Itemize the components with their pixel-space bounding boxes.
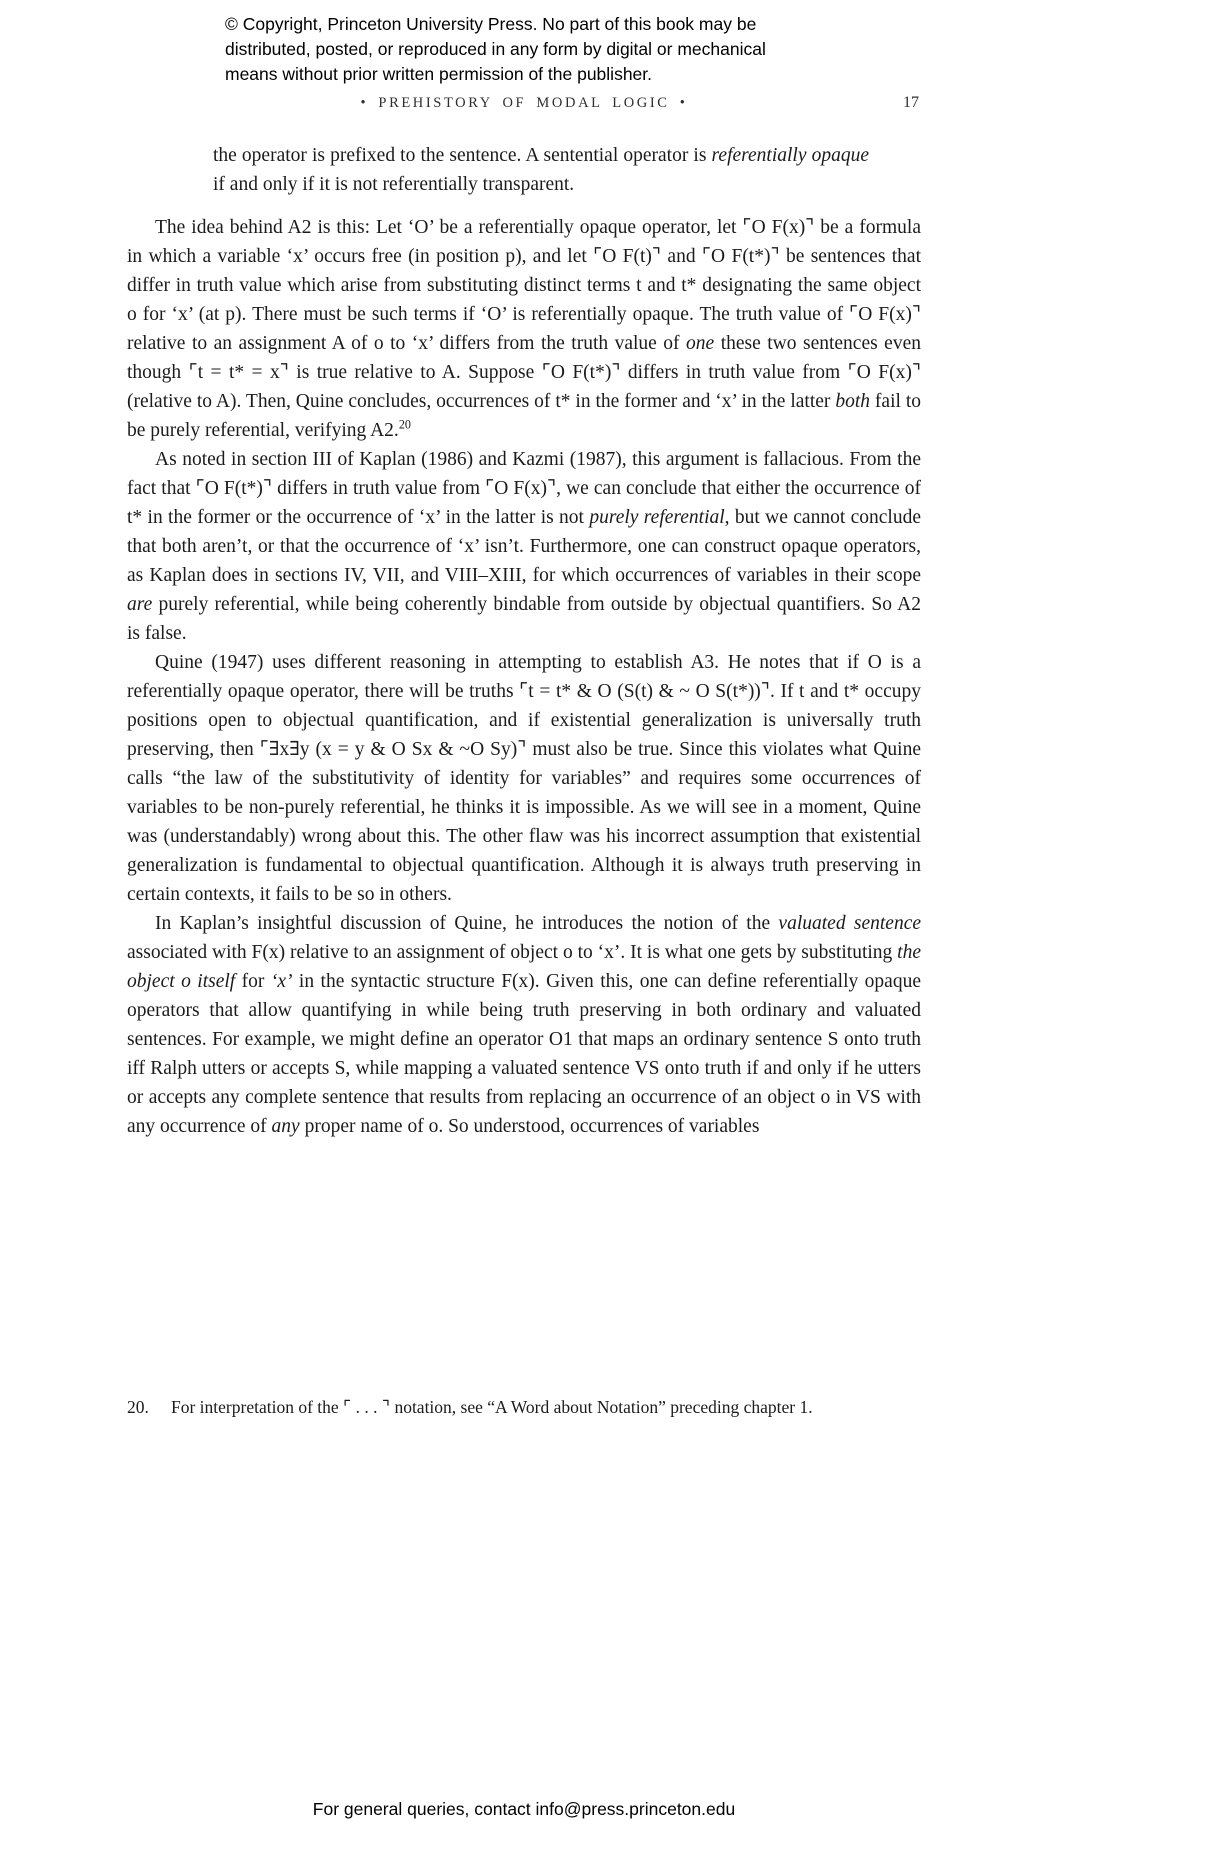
copyright-line: © Copyright, Princeton University Press. No part of this book may be	[225, 14, 757, 34]
text-run: ‘x’	[270, 971, 293, 992]
text-run: purely referential	[589, 507, 725, 528]
text-run: for	[235, 971, 271, 992]
paragraph	[127, 445, 921, 648]
running-header	[127, 95, 921, 112]
text-run: associated with F(x) relative to an assignment of object o to ‘x’. It is what one gets by substituting	[127, 942, 898, 963]
running-header-title: • PREHISTORY OF MODAL LOGIC •	[360, 95, 688, 111]
footnote-number: 20.	[127, 1397, 149, 1417]
text-run: both	[835, 391, 870, 412]
footnote	[127, 1394, 921, 1420]
text-run: the object o itself	[127, 942, 921, 992]
text-column	[127, 141, 921, 1141]
text-run: For interpretation of the ⌜ . . . ⌝ notation, see “A Word about Notation” preceding chapter 1.	[171, 1397, 813, 1417]
text-run: one	[686, 333, 715, 354]
paragraph	[127, 648, 921, 909]
footnote-text	[171, 1397, 813, 1417]
text-run: are	[127, 594, 153, 615]
paragraph	[127, 213, 921, 445]
text-run: As noted in section III of Kaplan (1986) and Kazmi (1987), this argument is fallacious. From the fact that ⌜O F(t*)⌝ differs in truth value from ⌜O F(x)⌝, we can conclude that either the occurrence of t* in the former or the occurrence of ‘x’ in the latter is not	[127, 449, 921, 528]
text-run: proper name of o. So understood, occurrences of variables	[299, 1116, 760, 1137]
extract-paragraph	[213, 141, 869, 199]
copyright-line: distributed, posted, or reproduced in any form by digital or mechanical	[225, 39, 766, 59]
text-run: valuated sentence	[778, 913, 922, 934]
text-run: fail to be purely referential, verifying A2.	[127, 391, 921, 441]
footer-queries: For general queries, contact info@press.princeton.edu	[312, 1799, 736, 1819]
text-run: , but we cannot conclude that both aren’t, or that the occurrence of ‘x’ isn’t. Furthermore, one can construct opaque operators, as Kaplan does in sections IV, VII, and VIII–XIII, for which occurrences of variables in their scope	[127, 507, 922, 586]
text-run: these two sentences even though ⌜t = t* = x⌝ is true relative to A. Suppose ⌜O F(t*)⌝ differs in truth value from ⌜O F(x)⌝ (relative to A). Then, Quine concludes, occurrences of t* in the former and ‘x’ in the latter	[127, 333, 921, 412]
page-number: 17	[903, 94, 919, 111]
footnote-reference: 20	[398, 417, 411, 432]
text-run: The idea behind A2 is this: Let ‘O’ be a referentially opaque operator, let ⌜O F(x)⌝ be a formula in which a variable ‘x’ occurs free (in position p), and let ⌜O F(t)⌝ and ⌜O F(t*)⌝ be sentences that differ in truth value which arise from substituting distinct terms t and t* designating the same object o for ‘x’ (at p). There must be such terms if ‘O’ is referentially opaque. The truth value of ⌜O F(x)⌝ relative to an assignment A of o to ‘x’ differs from the truth value of	[127, 217, 921, 354]
copyright-notice	[225, 12, 766, 87]
text-run: if and only if it is not referentially transparent.	[213, 174, 575, 195]
text-run: In Kaplan’s insightful discussion of Quine, he introduces the notion of the	[155, 913, 779, 934]
body-paragraphs	[127, 213, 921, 1141]
text-run: purely referential, while being coherently bindable from outside by objectual quantifiers. So A2 is false.	[127, 594, 921, 644]
text-run: in the syntactic structure F(x). Given this, one can define referentially opaque operators that allow quantifying in while being truth preserving in both ordinary and valuated sentences. For example, we might define an operator O1 that maps an ordinary sentence S onto truth iff Ralph utters or accepts S, while mapping a valuated sentence VS onto truth if and only if he utters or accepts any complete sentence that results from replacing an occurrence of an object o in VS with any occurrence of	[127, 971, 921, 1137]
paragraph	[127, 909, 921, 1141]
copyright-line: means without prior written permission of the publisher.	[225, 64, 653, 84]
footnote-row	[127, 1394, 921, 1420]
text-run: the operator is prefixed to the sentence. A sentential operator is	[213, 145, 712, 166]
text-run: referentially opaque	[711, 145, 869, 166]
text-run: Quine (1947) uses different reasoning in attempting to establish A3. He notes that if O is a referentially opaque operator, there will be truths ⌜t = t* & O (S(t) & ~ O S(t*))⌝. If t and t* occupy positions open to objectual quantification, and if existential generalization is universally truth preserving, then ⌜∃x∃y (x = y & O Sx & ~O Sy)⌝ must also be true. Since this violates what Quine calls “the law of the substitutivity of identity for variables” and requires some occurrences of variables to be non-purely referential, he thinks it is impossible. As we will see in a moment, Quine was (understandably) wrong about this. The other flaw was his incorrect assumption that existential generalization is fundamental to objectual quantification. Although it is always truth preserving in certain contexts, it fails to be so in others.	[127, 652, 921, 905]
text-run: any	[271, 1116, 300, 1137]
